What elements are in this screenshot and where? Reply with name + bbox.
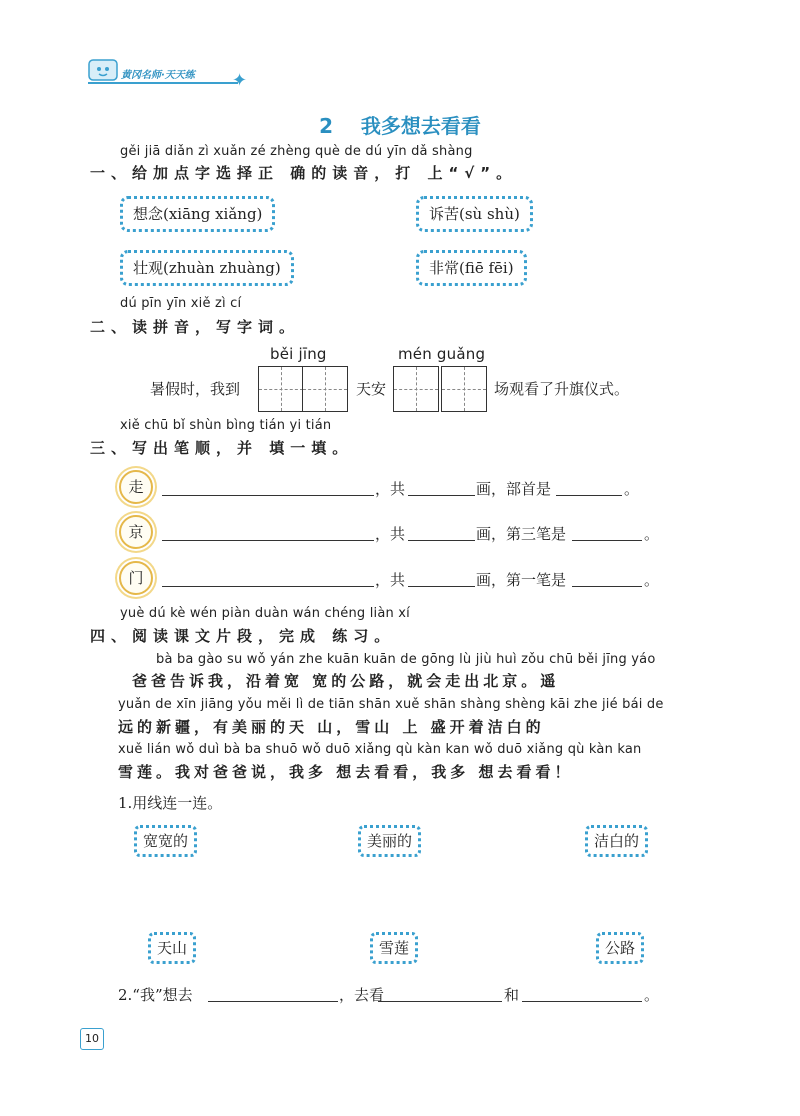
stroke-order-blank-1[interactable] [162, 495, 374, 496]
q3-pinyin: xiě chū bǐ shùn bìng tián yi tián [120, 418, 332, 433]
stroke-char-1: 走 [119, 470, 153, 504]
q2-pinyin-b: mén guǎng [398, 345, 486, 363]
q3-answer-blank-1[interactable] [556, 495, 622, 496]
header-brand: 黄冈名师·天天练 [121, 70, 195, 81]
stroke-order-blank-3[interactable] [162, 586, 374, 587]
q4-sub2-prefix: 2.“我”想去 [118, 986, 193, 1004]
passage-line-3: 雪莲。我对爸爸说，我多 想去看看，我多 想去看看！ [118, 763, 574, 781]
lesson-number: 2 [319, 114, 333, 138]
q1-option-4[interactable]: 非常(fiē fēi) [416, 250, 527, 286]
q3-heading: 三、写出笔顺，并 填一填。 [90, 439, 354, 457]
lesson-title-text: 我多想去看看 [360, 114, 481, 138]
sub2-blank-2[interactable] [378, 1001, 502, 1002]
header-logo-icon [88, 58, 118, 82]
q3-hua-3: 画，第一笔是 [476, 571, 567, 589]
match-top-1[interactable]: 宽宽的 [134, 825, 197, 857]
writing-box-3[interactable] [393, 366, 439, 412]
writing-box-2[interactable] [302, 366, 348, 412]
q2-pinyin: dú pīn yīn xiě zì cí [120, 296, 242, 311]
header-rule [88, 82, 238, 84]
passage-pinyin-2: yuǎn de xīn jiāng yǒu měi lì de tiān shān xuě shān shàng shèng kāi zhe jié bái de [118, 697, 664, 712]
q3-hua-2: 画，第三笔是 [476, 525, 567, 543]
q1-option-2[interactable]: 诉苦(sù shù) [416, 196, 533, 232]
q3-end-2: 。 [644, 525, 660, 543]
q3-hua-1: 画，部首是 [476, 480, 552, 498]
stroke-count-blank-1[interactable] [408, 495, 475, 496]
q3-end-3: 。 [644, 571, 660, 589]
passage-pinyin-3: xuě lián wǒ duì bà ba shuō wǒ duō xiǎng qù kàn kan wǒ duō xiǎng qù kàn kan [118, 742, 642, 757]
q3-gong-1: ，共 [375, 480, 406, 498]
passage-line-1: 爸爸告诉我，沿着宽 宽的公路，就会走出北京。遥 [132, 672, 560, 690]
writing-box-1[interactable] [258, 366, 304, 412]
q2-text-middle: 天安 [356, 380, 387, 398]
q1-heading: 一、给加点字选择正 确的读音，打 上“√”。 [90, 164, 518, 182]
match-bottom-2[interactable]: 雪莲 [370, 932, 418, 964]
q3-gong-3: ，共 [375, 571, 406, 589]
q3-gong-2: ，共 [375, 525, 406, 543]
q3-answer-blank-2[interactable] [572, 540, 642, 541]
q2-text-after: 场观看了升旗仪式。 [494, 380, 630, 398]
writing-box-4[interactable] [441, 366, 487, 412]
match-top-2[interactable]: 美丽的 [358, 825, 421, 857]
q4-heading: 四、阅读课文片段，完成 练习。 [90, 627, 396, 645]
lesson-title [0, 110, 800, 139]
sub2-blank-3[interactable] [522, 1001, 642, 1002]
q3-answer-blank-3[interactable] [572, 586, 642, 587]
stroke-order-blank-2[interactable] [162, 540, 374, 541]
match-bottom-3[interactable]: 公路 [596, 932, 644, 964]
passage-line-2: 远的新疆，有美丽的天 山，雪山 上 盛开着洁白的 [118, 718, 545, 736]
q3-end-1: 。 [624, 480, 640, 498]
stroke-count-blank-3[interactable] [408, 586, 475, 587]
stroke-count-blank-2[interactable] [408, 540, 475, 541]
q1-option-3[interactable]: 壮观(zhuàn zhuàng) [120, 250, 294, 286]
q4-sub2-end: 。 [644, 986, 660, 1004]
stroke-char-3: 门 [119, 561, 153, 595]
match-top-3[interactable]: 洁白的 [585, 825, 648, 857]
header-star-icon: ✦ [232, 70, 248, 91]
q1-option-1[interactable]: 想念(xiāng xiǎng) [120, 196, 275, 232]
q2-pinyin-a: běi jīng [270, 345, 327, 363]
page-number: 10 [80, 1028, 104, 1050]
q4-sub1: 1.用线连一连。 [118, 794, 223, 812]
q1-pinyin: gěi jiā diǎn zì xuǎn zé zhèng què de dú yīn dǎ shàng [120, 144, 473, 159]
q4-pinyin: yuè dú kè wén piàn duàn wán chéng liàn xí [120, 606, 410, 621]
stroke-char-2: 京 [119, 515, 153, 549]
q2-text-before: 暑假时，我到 [150, 380, 241, 398]
q4-sub2-and: 和 [504, 986, 520, 1004]
q2-heading: 二、读拼音，写字词。 [90, 318, 301, 336]
sub2-blank-1[interactable] [208, 1001, 338, 1002]
q4-sub2-mid: ，去看 [339, 986, 385, 1004]
passage-pinyin-1: bà ba gào su wǒ yán zhe kuān kuān de gōng lù jiù huì zǒu chū běi jīng yáo [156, 652, 656, 667]
match-bottom-1[interactable]: 天山 [148, 932, 196, 964]
